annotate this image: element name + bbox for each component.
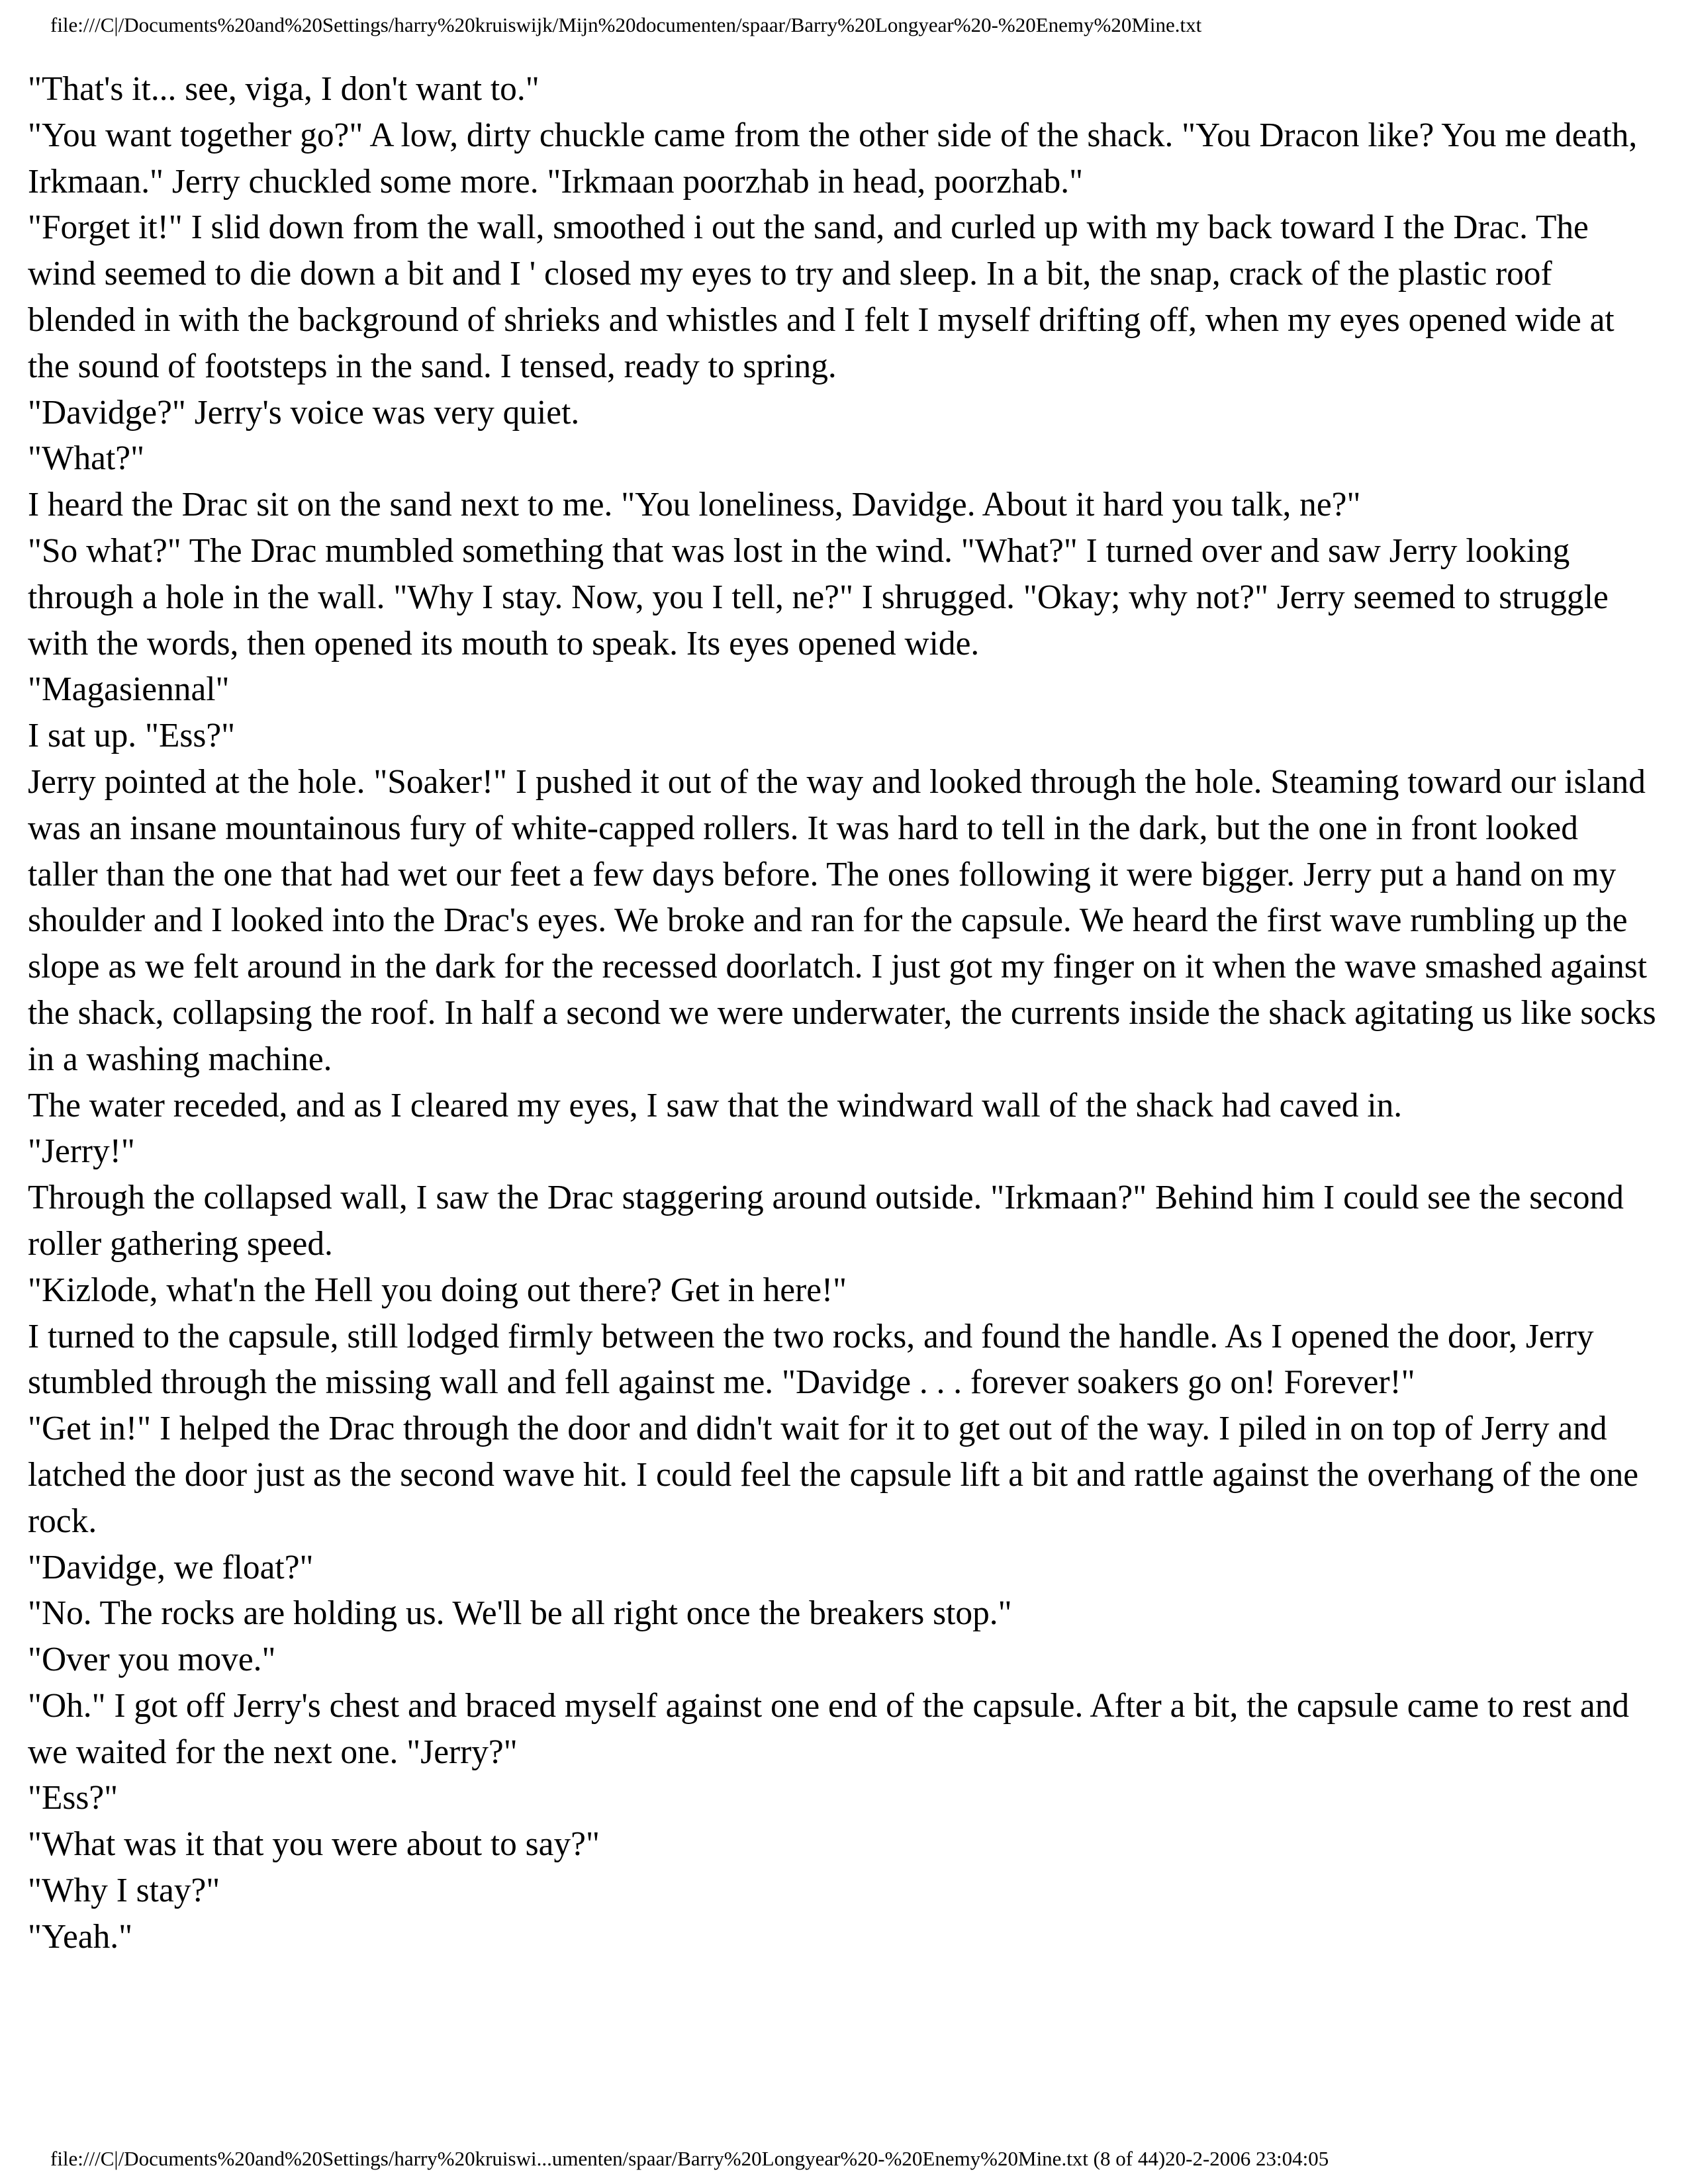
paragraph: "What was it that you were about to say?" xyxy=(28,1825,600,1864)
paragraph: I heard the Drac sit on the sand next to me. "You loneliness, Davidge. About it hard you talk, ne?" xyxy=(28,486,1361,524)
paragraph: "So what?" The Drac mumbled something that was lost in the wind. "What?" I turned over and saw Jerry looking through a hole in the wall. "Why I stay. Now, you I tell, ne?" I shrugged. "Okay; why not?" Jerry seemed to struggle with the words, then opened its mouth to speak. Its eyes opened wide. xyxy=(28,531,1609,662)
paragraph: "Why I stay?" xyxy=(28,1872,220,1910)
paragraph: "Get in!" I helped the Drac through the door and didn't wait for it to get out of the way. I piled in on top of Jerry and latched the door just as the second wave hit. I could feel the capsule lift a bit and rattle against the overhang of the one rock. xyxy=(28,1410,1639,1540)
paragraph: I turned to the capsule, still lodged firmly between the two rocks, and found the handle. As I opened the door, Jerry stumbled through the missing wall and fell against me. "Davidge . . . forever soakers go on! Forever!" xyxy=(28,1317,1594,1402)
document-body xyxy=(28,66,1656,1960)
paragraph: "No. The rocks are holding us. We'll be all right once the breakers stop." xyxy=(28,1594,1012,1633)
paragraph: "That's it... see, viga, I don't want to." xyxy=(28,70,539,108)
paragraph: "Davidge?" Jerry's voice was very quiet. xyxy=(28,393,580,432)
paragraph: Jerry pointed at the hole. "Soaker!" I pushed it out of the way and looked through the hole. Steaming toward our island was an insane mountainous fury of white-capped rollers. It was hard to tell in the dark, but the one in front looked taller than the one that had wet our feet a few days before. The ones following it were bigger. Jerry put a hand on my shoulder and I looked into the Drac's eyes. We broke and ran for the capsule. We heard the first wave rumbling up the slope as we felt around in the dark for the recessed doorlatch. I just got my finger on it when the wave smashed against the shack, collapsing the roof. In half a second we were underwater, the currents inside the shack agitating us like socks in a washing machine. xyxy=(28,762,1656,1078)
paragraph: "Over you move." xyxy=(28,1641,276,1679)
page-header-file-path: file:///C|/Documents%20and%20Settings/harry%20kruiswijk/Mijn%20documenten/spaar/Barry%20Longyear%20-%20Enemy%20Mine.txt xyxy=(50,13,1202,36)
paragraph: "Forget it!" I slid down from the wall, smoothed i out the sand, and curled up with my back toward I the Drac. The wind seemed to die down a bit and I ' closed my eyes to try and sleep. In a bit, the snap, crack of the plastic roof blended in with the background of shrieks and whistles and I felt I myself drifting off, when my eyes opened wide at the sound of footsteps in the sand. I tensed, ready to spring. xyxy=(28,208,1615,385)
paragraph: The water receded, and as I cleared my eyes, I saw that the windward wall of the shack had caved in. xyxy=(28,1086,1403,1124)
paragraph: Through the collapsed wall, I saw the Drac staggering around outside. "Irkmaan?" Behind him I could see the second roller gathering speed. xyxy=(28,1179,1624,1263)
paragraph: "What?" xyxy=(28,439,145,478)
paragraph: "Magasiennal" xyxy=(28,670,230,709)
paragraph: I sat up. "Ess?" xyxy=(28,717,236,755)
paragraph: "Oh." I got off Jerry's chest and braced myself against one end of the capsule. After a bit, the capsule came to rest and we waited for the next one. "Jerry?" xyxy=(28,1686,1630,1771)
paragraph: "Yeah." xyxy=(28,1917,133,1956)
paragraph: "Ess?" xyxy=(28,1779,118,1817)
paragraph: "Davidge, we float?" xyxy=(28,1548,314,1586)
paragraph: "You want together go?" A low, dirty chuckle came from the other side of the shack. "You Dracon like? You me death, Irkmaan." Jerry chuckled some more. "Irkmaan poorzhab in head, poorzhab." xyxy=(28,116,1638,201)
paragraph: "Jerry!" xyxy=(28,1132,135,1171)
page-footer-file-info: file:///C|/Documents%20and%20Settings/harry%20kruiswi...umenten/spaar/Barry%20Longyear%20-%20Enemy%20Mine.txt (8 of 44)20-2-2006 23:04:05 xyxy=(50,2147,1329,2170)
paragraph: "Kizlode, what'n the Hell you doing out there? Get in here!" xyxy=(28,1271,847,1309)
